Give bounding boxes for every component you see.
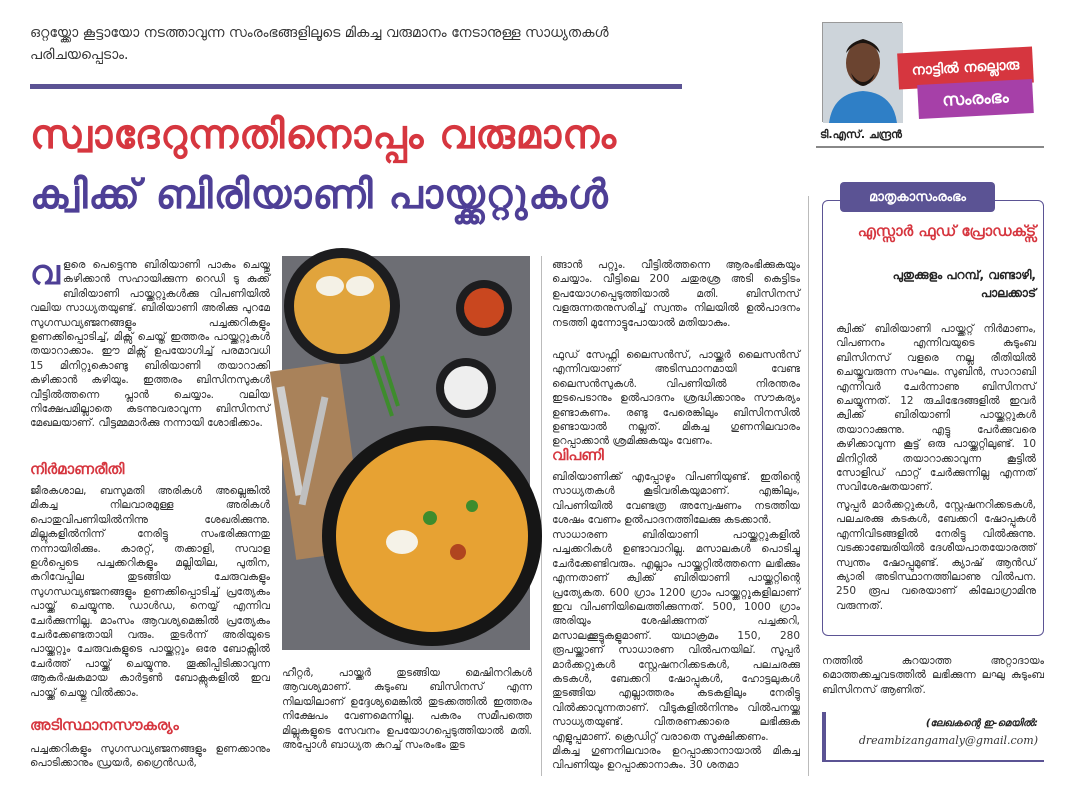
author-name: ടി.എസ്. ചന്ദ്രൻ xyxy=(820,128,902,141)
subhead-manufacturing: നിർമാണരീതി xyxy=(30,460,125,478)
column-divider xyxy=(541,256,542,776)
intro-rule xyxy=(30,84,682,89)
column-divider xyxy=(808,196,809,776)
col3-para3: ബിരിയാണിക്ക് എപ്പോഴും വിപണിയുണ്ട്. ഇതിന്റെ സാധ്യതകൾ കൂടിവരികയുമാണ്. എങ്കിലും, വിപണിയിൽ വേണ്ടത്ര അന്വേഷണം നടത്തിയ ശേഷം വേണം ഉൽപാദനത്തിലേക്കു കടക്കാൻ. xyxy=(552,471,800,527)
col3-para1: ങ്ങാൻ പറ്റും. വീട്ടിൽത്തന്നെ ആരംഭിക്കുകയും ചെയ്യാം. വീട്ടിലെ 200 ചതുരശ്ര അടി കെട്ടിടം ഉപയോഗപ്പെടുത്തിയാൽ മതി. ബിസിനസ് വളരുന്നതനുസരിച്ച് സ്വന്തം നിലയിൽ ഉൽപാദനം നടത്തി മുന്നോട്ടുപോയാൽ മതിയാകും. xyxy=(552,259,800,329)
subhead-infrastructure: അടിസ്ഥാനസൗകര്യം xyxy=(30,716,179,734)
company-place: പുതുക്കുളം പറമ്പ്, വണ്ടാഴി, പാലക്കാട് xyxy=(892,268,1036,300)
headline-line2: ക്വിക്ക് ബിരിയാണി പായ്ക്കറ്റുകൾ xyxy=(30,172,609,218)
biryani-photo xyxy=(282,256,530,650)
subhead-market: വിപണി xyxy=(552,446,604,464)
intro-text: ഒറ്റയ്ക്കോ കൂട്ടായോ നടത്താവുന്ന സംരംഭങ്ങളിലൂടെ മികച്ച വരുമാനം നേടാനുള്ള സാധ്യതകൾ പരിചയപ്പെടാം. xyxy=(30,25,609,63)
col3-para5: മികച്ച ഗുണനിലവാരം ഉറപ്പാക്കാനായാൽ മികച്ച വിപണിയും ഉറപ്പാക്കാനാകും. 30 ശതമാ xyxy=(552,745,800,772)
email-label: (ലേഖകന്റെ ഇ-മെയിൽ: xyxy=(925,718,1038,729)
sidebar-para2: സൂപ്പർ മാർക്കറ്റുകൾ, സ്റ്റേഷനറിക്കടകൾ, പലചരക്കു കടകൾ, ബേക്കറി ഷോപ്പുകൾ എന്നിവിടങ്ങളിൽ നേരിട്ടു വിൽക്കുന്നു. വടക്കാഞ്ചേരിയിൽ ദേശീയപാതയോരത്ത് സ്വന്തം ഷോപ്പുമുണ്ട്. ക്യാഷ് ആൻഡ് ക്യാരി അടിസ്ഥാനത്തിലാണു വിൽപന. 250 രൂപ വരെയാണ് കിലോഗ്രാമിനു വരുന്നത്. xyxy=(836,499,1036,612)
col3-para4: സാധാരണ ബിരിയാണി പായ്ക്കറ്റുകളിൽ പച്ചക്കറികൾ ഉണ്ടാവാറില്ല. മസാലകൾ പൊടിച്ചു ചേർക്കേണ്ടിവരും. എല്ലാം പായ്ക്കറ്റിൽത്തന്നെ ലഭിക്കും എന്നതാണ് ക്വിക്ക് ബിരിയാണി പായ്ക്കറ്റിന്റെ പ്രത്യേകത. 600 ഗ്രാം 1200 ഗ്രാം പായ്ക്കറ്റുകളിലാണ് ഇവ വിപണിയിലെത്തിക്കുന്നത്. 500, 1000 ഗ്രാം അരിയും ശേഷിക്കുന്നത് പച്ചക്കറി, മസാലക്കൂട്ടുകളുമാണ്. യഥാക്രമം 150, 280 രൂപയ്ക്കാണ് സാധാരണ വിൽപനയില്. സൂപ്പർ മാർക്കറ്റുകൾ സ്റ്റേഷനറിക്കടകൾ, പലചരക്കു കടകൾ, ബേക്കറി ഷോപ്പുകൾ, ഹോട്ടലുകൾ തുടങ്ങിയ എല്ലാത്തരം കടകളിലും നേരിട്ടു വിൽക്കാവുന്നതാണ്. വീടുകളിൽനിന്നും വിൽപനയ്ക്കു സാധ്യതയുണ്ട്. വിതരണക്കാരെ ലഭിക്കുക എളുപ്പമാണ്. ക്രെഡിറ്റ് വരാതെ സൂക്ഷിക്കണം. xyxy=(552,529,800,743)
byline-rule xyxy=(816,146,1044,148)
col1-para1-text: ളരെ പെട്ടെന്നു ബിരിയാണി പാകം ചെയ്തു കഴിക്കാൻ സഹായിക്കുന്ന റെഡി ടു കുക്ക് ബിരിയാണി പായ്ക്കറ്റുകൾക്കു വിപണിയിൽ വലിയ സാധ്യതയുണ്ട്. ബിരിയാണി അരിക്കു പുറമേ സുഗന്ധവ്യഞ്ജനങ്ങളും പച്ചക്കറികളും ഉണക്കിപ്പൊടിച്ച്, മിക്സ് ചെയ്ത് ഇത്തരം പായ്ക്കറ്റുകൾ തയാറാക്കാം. ഈ മിക്സ് ഉപയോഗിച്ച് പരമാവധി 15 മിനിറ്റുകൊണ്ടു ബിരിയാണി തയാറാക്കി കഴിക്കാൻ കഴിയും. ഇത്തരം ബിസിനസുകൾ വീട്ടിൽത്തന്നെ പ്ലാൻ ചെയ്യാം. വലിയ നിക്ഷേപമില്ലാതെ കടന്നുവരാവുന്ന ബിസിനസ് മേഖലയാണ്. വീട്ടമ്മമാർക്കു നന്നായി ശോഭിക്കാം. xyxy=(30,259,270,430)
column-badge-line1: നാട്ടിൽ നല്ലൊരു xyxy=(897,46,1034,89)
col2-bottom-para: ഹീറ്റർ, പായ്ക്കർ തുടങ്ങിയ മെഷിനറികൾ ആവശ്യമാണ്. കുടുംബ ബിസിനസ് എന്ന നിലയിലാണ് ഉദ്ദേശ്യമെങ്കിൽ തുടക്കത്തിൽ ഇത്തരം നിക്ഷേപം വേണമെന്നില്ല. പകരം സമീപത്തെ മില്ലുകളുടെ സേവനം ഉപയോഗപ്പെടുത്തിയാൽ മതി. അപ്പോൾ ബാധ്യത കുറച്ച് സംരംഭം തുട xyxy=(282,667,532,752)
headline-line1: സ്വാദേറുന്നതിനൊപ്പം വരുമാനം xyxy=(30,112,617,158)
col1-para3: പച്ചക്കറികളും സുഗന്ധവ്യഞ്ജനങ്ങളും ഉണക്കാനും പൊടിക്കാനും ഡ്രയർ, ഗ്രൈൻഡർ, xyxy=(30,743,270,770)
column-badge-line2: സംരംഭം xyxy=(917,79,1034,119)
author-email-link[interactable]: dreambizangamaly@gmail.com) xyxy=(858,734,1038,747)
col3-para2: ഫുഡ് സേഫ്റ്റി ലൈസൻസ്, പായ്ക്കർ ലൈസൻസ് എന്നിവയാണ് അടിസ്ഥാനമായി വേണ്ട ലൈസൻസുകൾ. വിപണിയിൽ നിരന്തരം ഇടപെടാനും ഉൽപാദനം ശ്രദ്ധിക്കാനും സൗകര്യം ഉണ്ടാകണം. രണ്ടു പേരെങ്കിലും ബിസിനസിൽ ഉണ്ടായാൽ നല്ലത്. മികച്ച ഗുണനിലവാരം ഉറപ്പാക്കാൻ ശ്രമിക്കുകയും വേണം. xyxy=(552,349,800,448)
col1-para2: ജീരകശാല, ബസുമതി അരികൾ അല്ലെങ്കിൽ മികച്ച നിലവാരമുള്ള അരികൾ പൊതുവിപണിയിൽനിന്നു ശേഖരിക്കുന്നു. മില്ലുകളിൽനിന്ന് നേരിട്ടു സംഭരിക്കുന്നതു നന്നായിരിക്കും. കാരറ്റ്, തക്കാളി, സവാള ഉൾപ്പെടെ പച്ചക്കറികളും മല്ലിയില, പുതിന, കറിവേപ്പില തുടങ്ങിയ ചേരുവകളും സുഗന്ധവ്യഞ്ജനങ്ങളും ഉണക്കിപ്പൊടിച്ച് പ്രത്യേകം പായ്ക്ക് ചെയ്യുന്നു. ഡാൾഡ, നെയ്യ് എന്നിവ ചേർക്കുന്നില്ല. മാംസം ആവശ്യമെങ്കിൽ പ്രത്യേകം ചേർക്കേണ്ടതായി വരും. തുടർന്ന് അരിയുടെ പായ്ക്കറ്റും ചേരുവകളുടെ പായ്ക്കറ്റും ഒരേ ബോക്സിൽ ചേർത്ത് പായ്ക്ക് ചെയ്യുന്നു. തൂക്കിപ്പിടിക്കാവുന്ന ആകർഷകമായ കാർട്ടൺ ബോക്സുകളിൽ ഇവ പായ്ക്ക് ചെയ്തു വിൽക്കാം. xyxy=(30,485,270,699)
col1-para1 xyxy=(30,253,270,452)
author-photo xyxy=(822,22,902,122)
dropcap-letter: വ xyxy=(30,253,60,293)
col4-bottom-para: നത്തിൽ കുറയാത്ത അറ്റാദായം മൊത്തക്കച്ചവടത്തിൽ ലഭിക്കുന്ന ലഘു കുടുംബ ബിസിനസ് ആണിത്. xyxy=(822,655,1044,696)
model-enterprise-tag: മാതൃകാസംരംഭം xyxy=(840,182,995,212)
sidebar-para1: ക്വിക്ക് ബിരിയാണി പായ്ക്കറ്റ് നിർമാണം, വിപണനം എന്നിവയുടെ കുടുംബ ബിസിനസ് വളരെ നല്ല രീതിയിൽ ചെയ്തുവരുന്ന സംഘം. സുബിൻ, സാറാബി എന്നിവർ ചേർന്നാണു ബിസിനസ് ചെയ്യുന്നത്. 12 രുചിഭേദങ്ങളിൽ ഇവർ ക്വിക്ക് ബിരിയാണി പായ്ക്കറ്റുകൾ തയാറാക്കുന്നു. എട്ടു പേർക്കുവരെ കഴിക്കാവുന്ന കൂട്ട് ഒരു പായ്ക്കറ്റിലുണ്ട്. 10 മിനിറ്റിൽ തയാറാക്കാവുന്ന കൂട്ടിൽ സോളിഡ് ഫാറ്റ് ചേർക്കുന്നില്ല എന്നത് സവിശേഷതയാണ്. xyxy=(836,323,1036,494)
company-name: എസ്സാർ ഫുഡ് പ്രോഡക്ട്സ് xyxy=(857,222,1036,240)
